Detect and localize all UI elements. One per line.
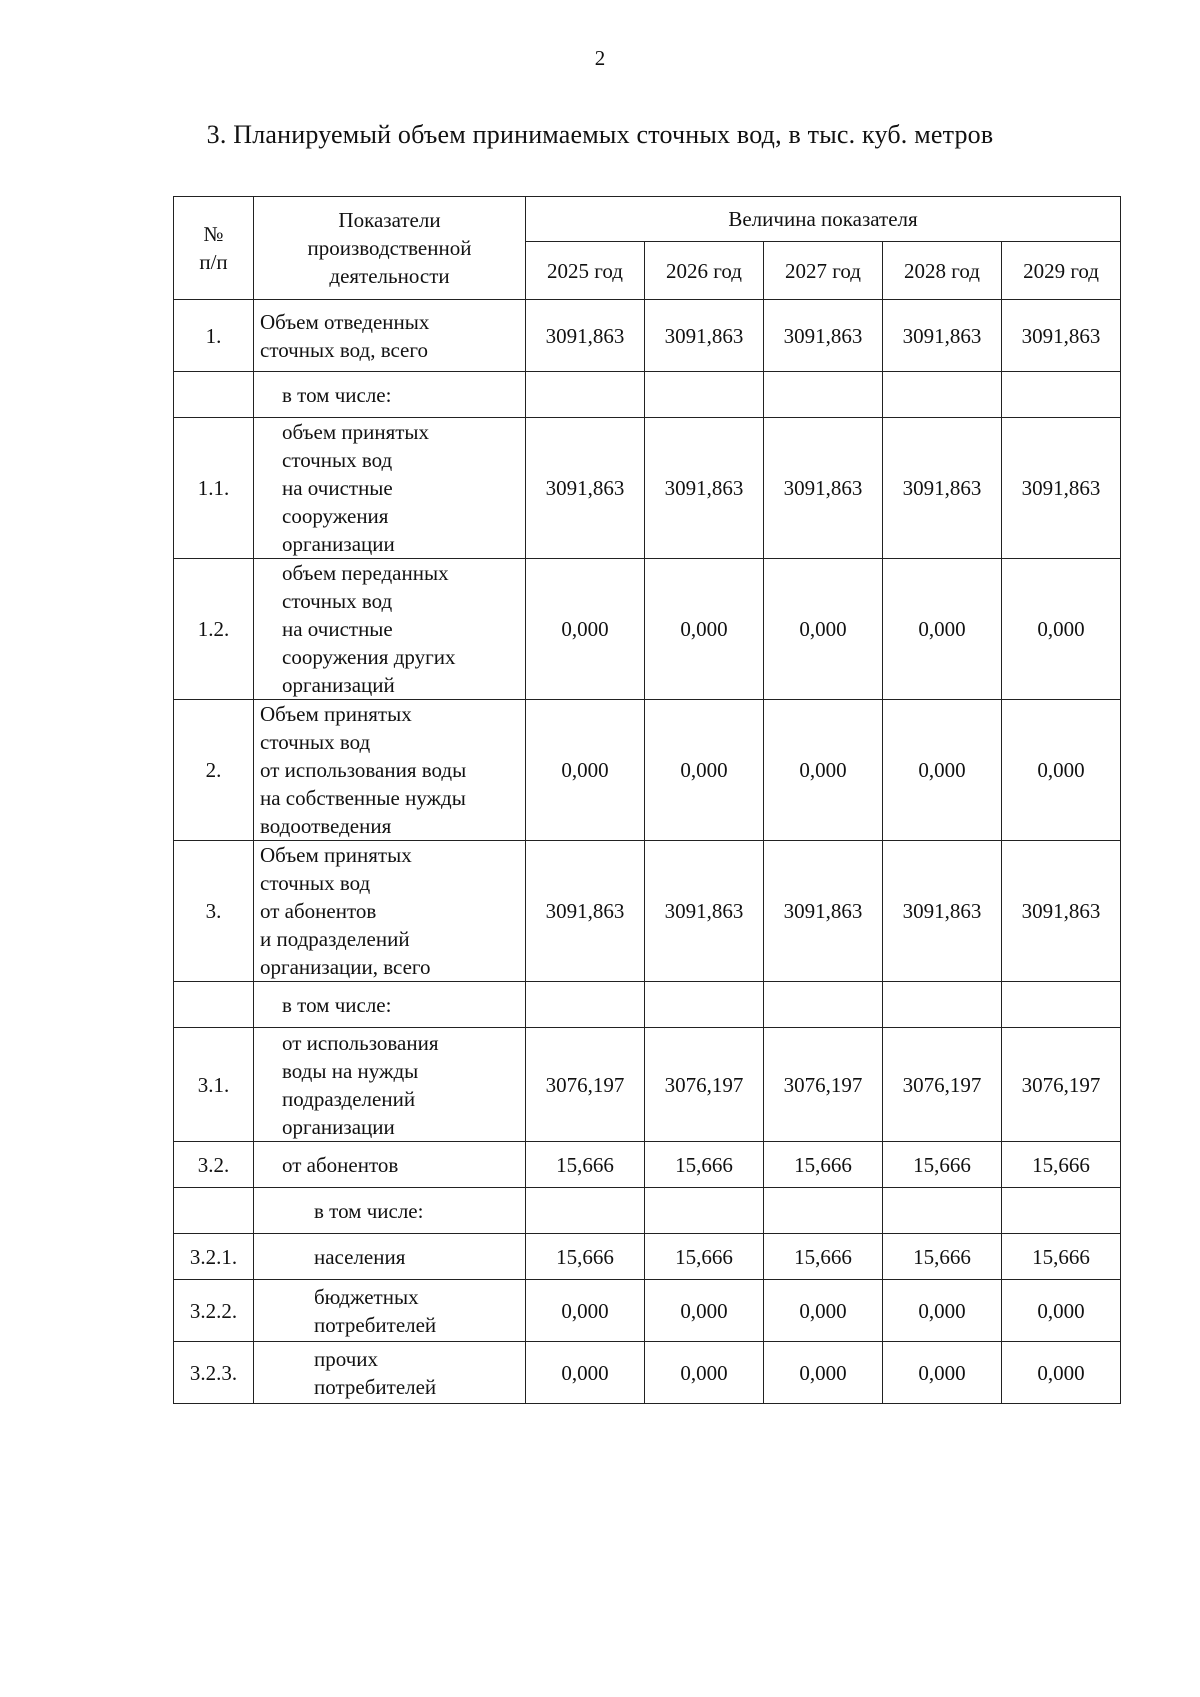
value-cell	[883, 1188, 1002, 1234]
value-cell: 0,000	[645, 700, 764, 841]
page-number: 2	[594, 46, 606, 70]
value-cell: 0,000	[1002, 1280, 1121, 1342]
value-cell: 0,000	[1002, 700, 1121, 841]
row-label	[254, 1280, 526, 1342]
row-number: 1.2.	[174, 559, 254, 700]
row-label-line: организации, всего	[260, 955, 431, 979]
value-cell: 3091,863	[1002, 841, 1121, 982]
value-cell: 0,000	[645, 1280, 764, 1342]
column-header-year: 2028 год	[883, 242, 1002, 300]
table-body	[174, 300, 1121, 1404]
value-cell: 0,000	[526, 700, 645, 841]
row-number	[174, 1188, 254, 1234]
table-row	[174, 1028, 1121, 1142]
table-header	[174, 197, 1121, 300]
value-cell: 0,000	[883, 559, 1002, 700]
row-label-line: объем принятых	[282, 420, 430, 444]
row-label-line: Объем принятых	[260, 843, 412, 867]
value-cell: 3091,863	[645, 418, 764, 559]
row-label-line: Объем отведенных	[260, 309, 430, 334]
column-header-year: 2029 год	[1002, 242, 1121, 300]
table-row	[174, 1280, 1121, 1342]
value-cell: 15,666	[883, 1142, 1002, 1188]
value-cell: 3091,863	[645, 841, 764, 982]
value-cell: 3091,863	[883, 841, 1002, 982]
value-cell: 3076,197	[526, 1028, 645, 1142]
table-row	[174, 1142, 1121, 1188]
value-cell: 0,000	[645, 559, 764, 700]
value-cell: 3091,863	[764, 841, 883, 982]
value-cell	[1002, 372, 1121, 418]
value-cell: 15,666	[526, 1234, 645, 1280]
row-number: 3.1.	[174, 1028, 254, 1142]
value-cell: 3076,197	[645, 1028, 764, 1142]
value-cell: 15,666	[764, 1142, 883, 1188]
value-cell: 15,666	[526, 1142, 645, 1188]
row-label	[254, 418, 526, 559]
row-label-line: воды на нужды	[282, 1058, 419, 1083]
value-cell: 3091,863	[764, 418, 883, 559]
value-cell: 3091,863	[526, 841, 645, 982]
row-label	[254, 372, 526, 418]
column-header-year: 2025 год	[526, 242, 645, 300]
value-cell	[526, 1188, 645, 1234]
row-label-line: в том числе:	[282, 992, 392, 1017]
row-label-line: потребителей	[314, 1374, 437, 1399]
value-cell: 0,000	[764, 1342, 883, 1404]
row-label-line: сточных вод	[282, 589, 393, 613]
row-label-line: в том числе:	[282, 382, 392, 407]
value-cell: 0,000	[883, 1342, 1002, 1404]
value-cell	[1002, 982, 1121, 1028]
value-cell	[645, 1188, 764, 1234]
row-number: 3.	[174, 841, 254, 982]
row-number: 1.1.	[174, 418, 254, 559]
value-cell: 3076,197	[1002, 1028, 1121, 1142]
header-num-line: п/п	[199, 250, 228, 274]
value-cell: 3076,197	[764, 1028, 883, 1142]
row-label	[254, 559, 526, 700]
value-cell: 3091,863	[526, 300, 645, 372]
row-label-line: от абонентов	[260, 899, 377, 923]
value-cell: 3091,863	[1002, 300, 1121, 372]
row-label	[254, 1234, 526, 1280]
row-number: 3.2.1.	[174, 1234, 254, 1280]
value-cell: 0,000	[764, 700, 883, 841]
row-label-line: потребителей	[314, 1312, 437, 1337]
row-label-line: и подразделений	[260, 927, 410, 951]
value-cell: 15,666	[764, 1234, 883, 1280]
value-cell: 0,000	[645, 1342, 764, 1404]
row-label-line: населения	[314, 1244, 406, 1269]
page-title: 3. Планируемый объем принимаемых сточных вод, в тыс. куб. метров	[206, 120, 994, 149]
header-num-line: №	[203, 222, 224, 246]
value-cell: 0,000	[764, 559, 883, 700]
value-cell: 3091,863	[883, 300, 1002, 372]
row-label-line: Объем принятых	[260, 702, 412, 726]
header-indicator-line: деятельности	[329, 264, 450, 288]
value-cell	[764, 372, 883, 418]
row-number: 3.2.3.	[174, 1342, 254, 1404]
wastewater-volume-table	[173, 196, 1121, 1404]
row-label-line: сооружения	[282, 504, 389, 528]
column-header-number	[174, 197, 254, 300]
value-cell	[883, 372, 1002, 418]
row-label-line: сточных вод, всего	[260, 337, 428, 362]
row-label	[254, 1188, 526, 1234]
value-cell: 3091,863	[645, 300, 764, 372]
value-cell: 15,666	[1002, 1142, 1121, 1188]
value-cell	[883, 982, 1002, 1028]
row-label	[254, 300, 526, 372]
row-number: 3.2.	[174, 1142, 254, 1188]
row-label	[254, 982, 526, 1028]
value-cell	[645, 982, 764, 1028]
value-cell: 15,666	[883, 1234, 1002, 1280]
row-label	[254, 1142, 526, 1188]
row-label-line: от использования	[282, 1030, 439, 1055]
row-label-line: подразделений	[282, 1086, 416, 1111]
row-label	[254, 1028, 526, 1142]
row-label	[254, 1342, 526, 1404]
value-cell: 3091,863	[764, 300, 883, 372]
row-label-line: сточных вод	[282, 448, 393, 472]
row-label-line: сооружения других	[282, 645, 456, 669]
row-label-line: организации	[282, 532, 395, 556]
value-cell	[764, 1188, 883, 1234]
value-cell	[1002, 1188, 1121, 1234]
row-label-line: бюджетных	[314, 1284, 419, 1309]
value-cell: 3091,863	[883, 418, 1002, 559]
table-row	[174, 1342, 1121, 1404]
row-label-line: от использования воды	[260, 758, 467, 782]
value-cell: 3091,863	[1002, 418, 1121, 559]
value-cell: 15,666	[645, 1142, 764, 1188]
row-label-line: на собственные нужды	[260, 786, 466, 810]
row-number: 3.2.2.	[174, 1280, 254, 1342]
value-cell: 3076,197	[883, 1028, 1002, 1142]
table-row	[174, 700, 1121, 841]
row-number	[174, 982, 254, 1028]
table-row	[174, 300, 1121, 372]
row-label-line: объем переданных	[282, 561, 449, 585]
table-row	[174, 418, 1121, 559]
table-row	[174, 1234, 1121, 1280]
row-label-line: водоотведения	[260, 814, 392, 838]
row-number: 1.	[174, 300, 254, 372]
value-cell: 0,000	[883, 1280, 1002, 1342]
row-label-line: на очистные	[282, 476, 393, 500]
header-indicator-line: Показатели	[338, 208, 441, 232]
value-cell: 0,000	[1002, 559, 1121, 700]
column-header-value-group: Величина показателя	[526, 197, 1121, 242]
value-cell	[645, 372, 764, 418]
column-header-year: 2027 год	[764, 242, 883, 300]
row-label-line: в том числе:	[314, 1198, 424, 1223]
table-row	[174, 982, 1121, 1028]
row-label-line: сточных вод	[260, 871, 371, 895]
row-label-line: организаций	[282, 673, 395, 697]
row-label	[254, 841, 526, 982]
table-row	[174, 559, 1121, 700]
value-cell	[764, 982, 883, 1028]
value-cell: 0,000	[526, 1342, 645, 1404]
column-header-indicator	[254, 197, 526, 300]
value-cell: 0,000	[526, 559, 645, 700]
value-cell: 15,666	[645, 1234, 764, 1280]
row-label	[254, 700, 526, 841]
value-cell	[526, 982, 645, 1028]
table-row	[174, 841, 1121, 982]
value-cell: 15,666	[1002, 1234, 1121, 1280]
value-cell	[526, 372, 645, 418]
row-label-line: сточных вод	[260, 730, 371, 754]
row-label-line: организации	[282, 1114, 395, 1139]
value-cell: 0,000	[883, 700, 1002, 841]
header-indicator-line: производственной	[307, 236, 472, 260]
value-cell: 0,000	[1002, 1342, 1121, 1404]
table-row	[174, 1188, 1121, 1234]
row-label-line: прочих	[314, 1346, 378, 1371]
column-header-year: 2026 год	[645, 242, 764, 300]
row-number	[174, 372, 254, 418]
row-label-line: на очистные	[282, 617, 393, 641]
value-cell: 3091,863	[526, 418, 645, 559]
value-cell: 0,000	[764, 1280, 883, 1342]
value-cell: 0,000	[526, 1280, 645, 1342]
row-number: 2.	[174, 700, 254, 841]
table-row	[174, 372, 1121, 418]
row-label-line: от абонентов	[282, 1152, 399, 1177]
